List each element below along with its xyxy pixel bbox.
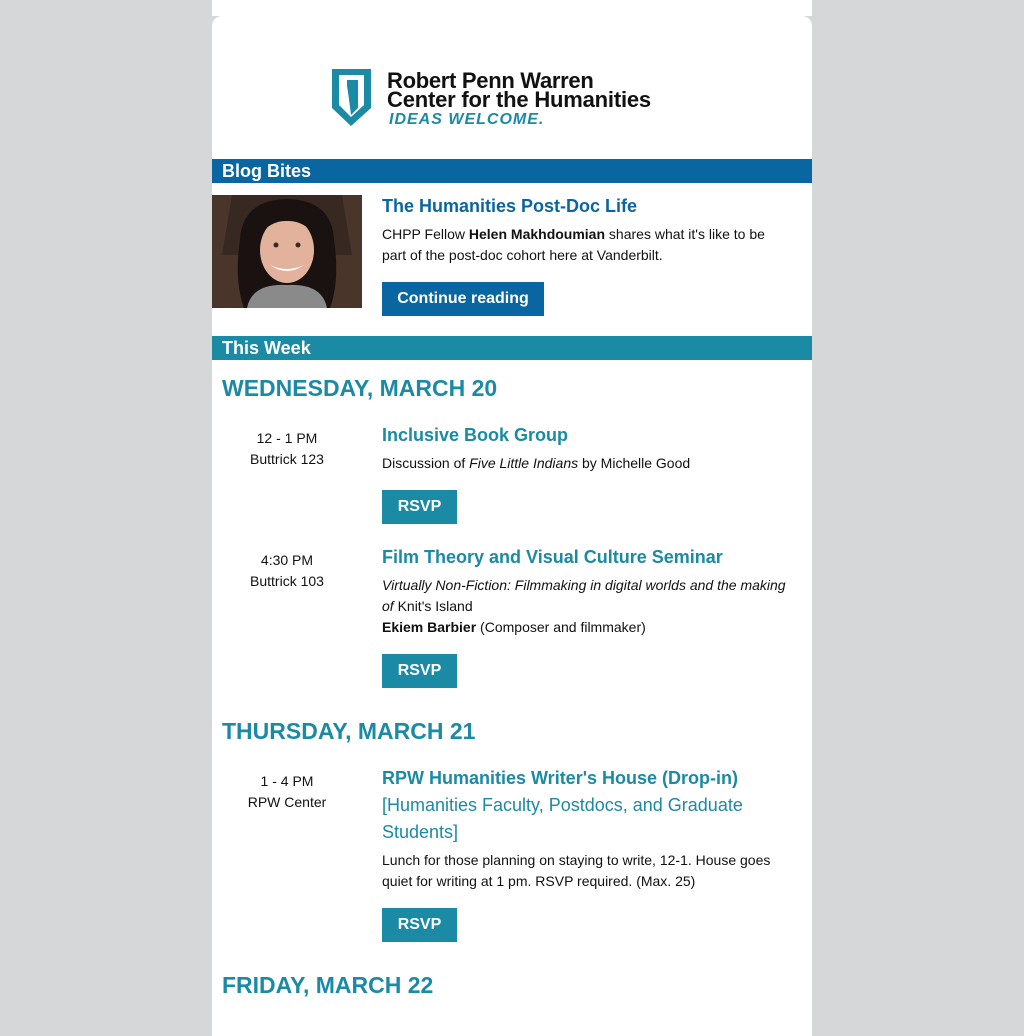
- event-title-inclusive-book-group[interactable]: Inclusive Book Group: [382, 425, 569, 445]
- newsletter-body: [212, 16, 812, 1036]
- shield-logo-icon: [331, 68, 373, 128]
- event-title-writers-house[interactable]: RPW Humanities Writer's House (Drop-in) [Humanities Faculty, Postdocs, and Graduate Students]: [382, 765, 797, 846]
- event-description: Virtually Non-Fiction: Filmmaking in digital worlds and the making of Knit's Island Ekiem Barbier (Composer and filmmaker): [382, 577, 786, 635]
- event-description: Lunch for those planning on staying to write, 12-1. House goes quiet for writing at 1 pm. RSVP required. (Max. 25): [382, 852, 771, 889]
- event-time-location: [212, 771, 362, 813]
- blog-person-name: Helen Makhdoumian: [468, 226, 606, 242]
- logo-tagline: IDEAS WELCOME.: [389, 111, 545, 128]
- day-heading-friday: FRIDAY, MARCH 22: [222, 972, 434, 998]
- event-speaker: Ekiem Barbier: [382, 619, 477, 635]
- event-location: RPW Center: [247, 794, 327, 810]
- event-location: Buttrick 103: [250, 573, 324, 589]
- day-heading-thursday: THURSDAY, MARCH 21: [222, 718, 476, 744]
- event-time-location: [212, 428, 362, 470]
- rsvp-button-writers-house[interactable]: RSVP: [382, 908, 457, 942]
- event-location: Buttrick 123: [250, 451, 324, 467]
- blog-post-title[interactable]: The Humanities Post-Doc Life: [382, 196, 638, 216]
- event-description: Discussion of Five Little Indians by Michelle Good: [382, 455, 691, 471]
- logo-line2: Center for the Humanities: [387, 87, 651, 112]
- event-time: 12 - 1 PM: [256, 430, 318, 446]
- event-time-location: [212, 550, 362, 592]
- continue-reading-button[interactable]: Continue reading: [382, 282, 544, 316]
- section-bar-blog-bites: Blog Bites: [212, 159, 812, 183]
- event-time: 4:30 PM: [260, 552, 314, 568]
- day-heading-wednesday: WEDNESDAY, MARCH 20: [222, 375, 498, 401]
- rsvp-button-inclusive-book-group[interactable]: RSVP: [382, 490, 457, 524]
- logo-line1: Robert Penn Warren: [387, 68, 594, 93]
- section-bar-this-week: This Week: [212, 336, 812, 360]
- event-title-film-theory-seminar[interactable]: Film Theory and Visual Culture Seminar: [382, 547, 723, 567]
- blog-author-photo[interactable]: [212, 195, 362, 308]
- event-title-audience: [Humanities Faculty, Postdocs, and Graduate Students]: [382, 795, 743, 842]
- rsvp-button-film-theory-seminar[interactable]: RSVP: [382, 654, 457, 688]
- event-time: 1 - 4 PM: [260, 773, 314, 789]
- rpw-logo[interactable]: [331, 68, 701, 134]
- blog-post-summary: CHPP Fellow Helen Makhdoumian shares what it's like to be part of the post-doc cohort here at Vanderbilt.: [382, 226, 765, 263]
- top-strip: [212, 0, 812, 16]
